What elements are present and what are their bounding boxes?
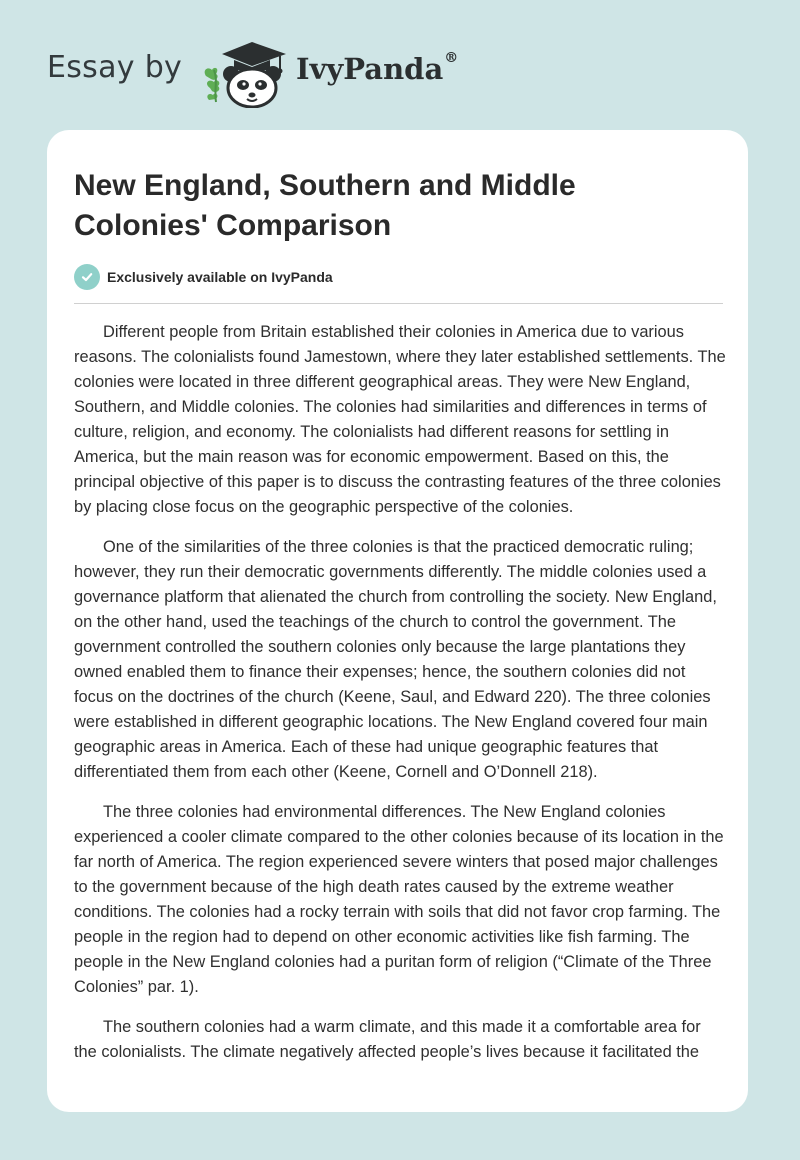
essay-by-label: Essay by	[47, 50, 183, 85]
essay-card	[47, 130, 748, 1112]
exclusive-badge	[74, 264, 333, 290]
brand-name[interactable]: IvyPanda®	[296, 50, 459, 86]
checkmark-icon	[74, 264, 100, 290]
site-header	[0, 0, 800, 130]
divider	[74, 303, 723, 304]
essay-body	[74, 320, 726, 1080]
paragraph: One of the similarities of the three colonies is that the practiced democratic ruling; however, they run their democratic governments differently. The middle colonies used a governance platform that alienated the church from controlling the society. New England, on the other hand, used the teachings of the church to control the government. The government controlled the southern colonies only because the large plantations they owned enabled them to finance their expenses; hence, the southern colonies did not focus on the doctrines of the church (Keene, Saul, and Edward 220). The three colonies were established in different geographic locations. The New England covered four main geographic areas in America. Each of these had unique geographic features that differentiated them from each other (Keene, Cornell and O’Donnell 218).	[74, 538, 717, 781]
paragraph: The southern colonies had a warm climate, and this made it a comfortable area for the colonialists. The climate negatively affected people’s lives because it facilitated the	[74, 1018, 701, 1061]
paragraph: Different people from Britain established their colonies in America due to various reasons. The colonialists found Jamestown, where they later established settlements. The colonies were located in three different geographical areas. They were New England, Southern, and Middle colonies. The colonies had similarities and differences in terms of culture, religion, and economy. The colonialists had different reasons for settling in America, but the main reason was for economic empowerment. Based on this, the principal objective of this paper is to discuss the contrasting features of the three colonies by placing close focus on the geographic perspective of the colonies.	[74, 323, 726, 516]
ivypanda-logo-icon[interactable]	[200, 36, 292, 108]
essay-title: New England, Southern and Middle Colonies' Comparison	[74, 169, 576, 242]
paragraph: The three colonies had environmental differences. The New England colonies experienced a cooler climate compared to the other colonies because of its location in the far north of America. The region experienced severe winters that posed major challenges to the government because of the high death rates caused by the extreme weather conditions. The colonies had a rocky terrain with soils that did not favor crop farming. The people in the region had to depend on other economic activities like fish farming. The people in the New England colonies had a puritan form of religion (“Climate of the Three Colonies” par. 1).	[74, 803, 724, 996]
badge-label: Exclusively available on IvyPanda	[107, 269, 333, 285]
registered-mark: ®	[444, 50, 459, 66]
